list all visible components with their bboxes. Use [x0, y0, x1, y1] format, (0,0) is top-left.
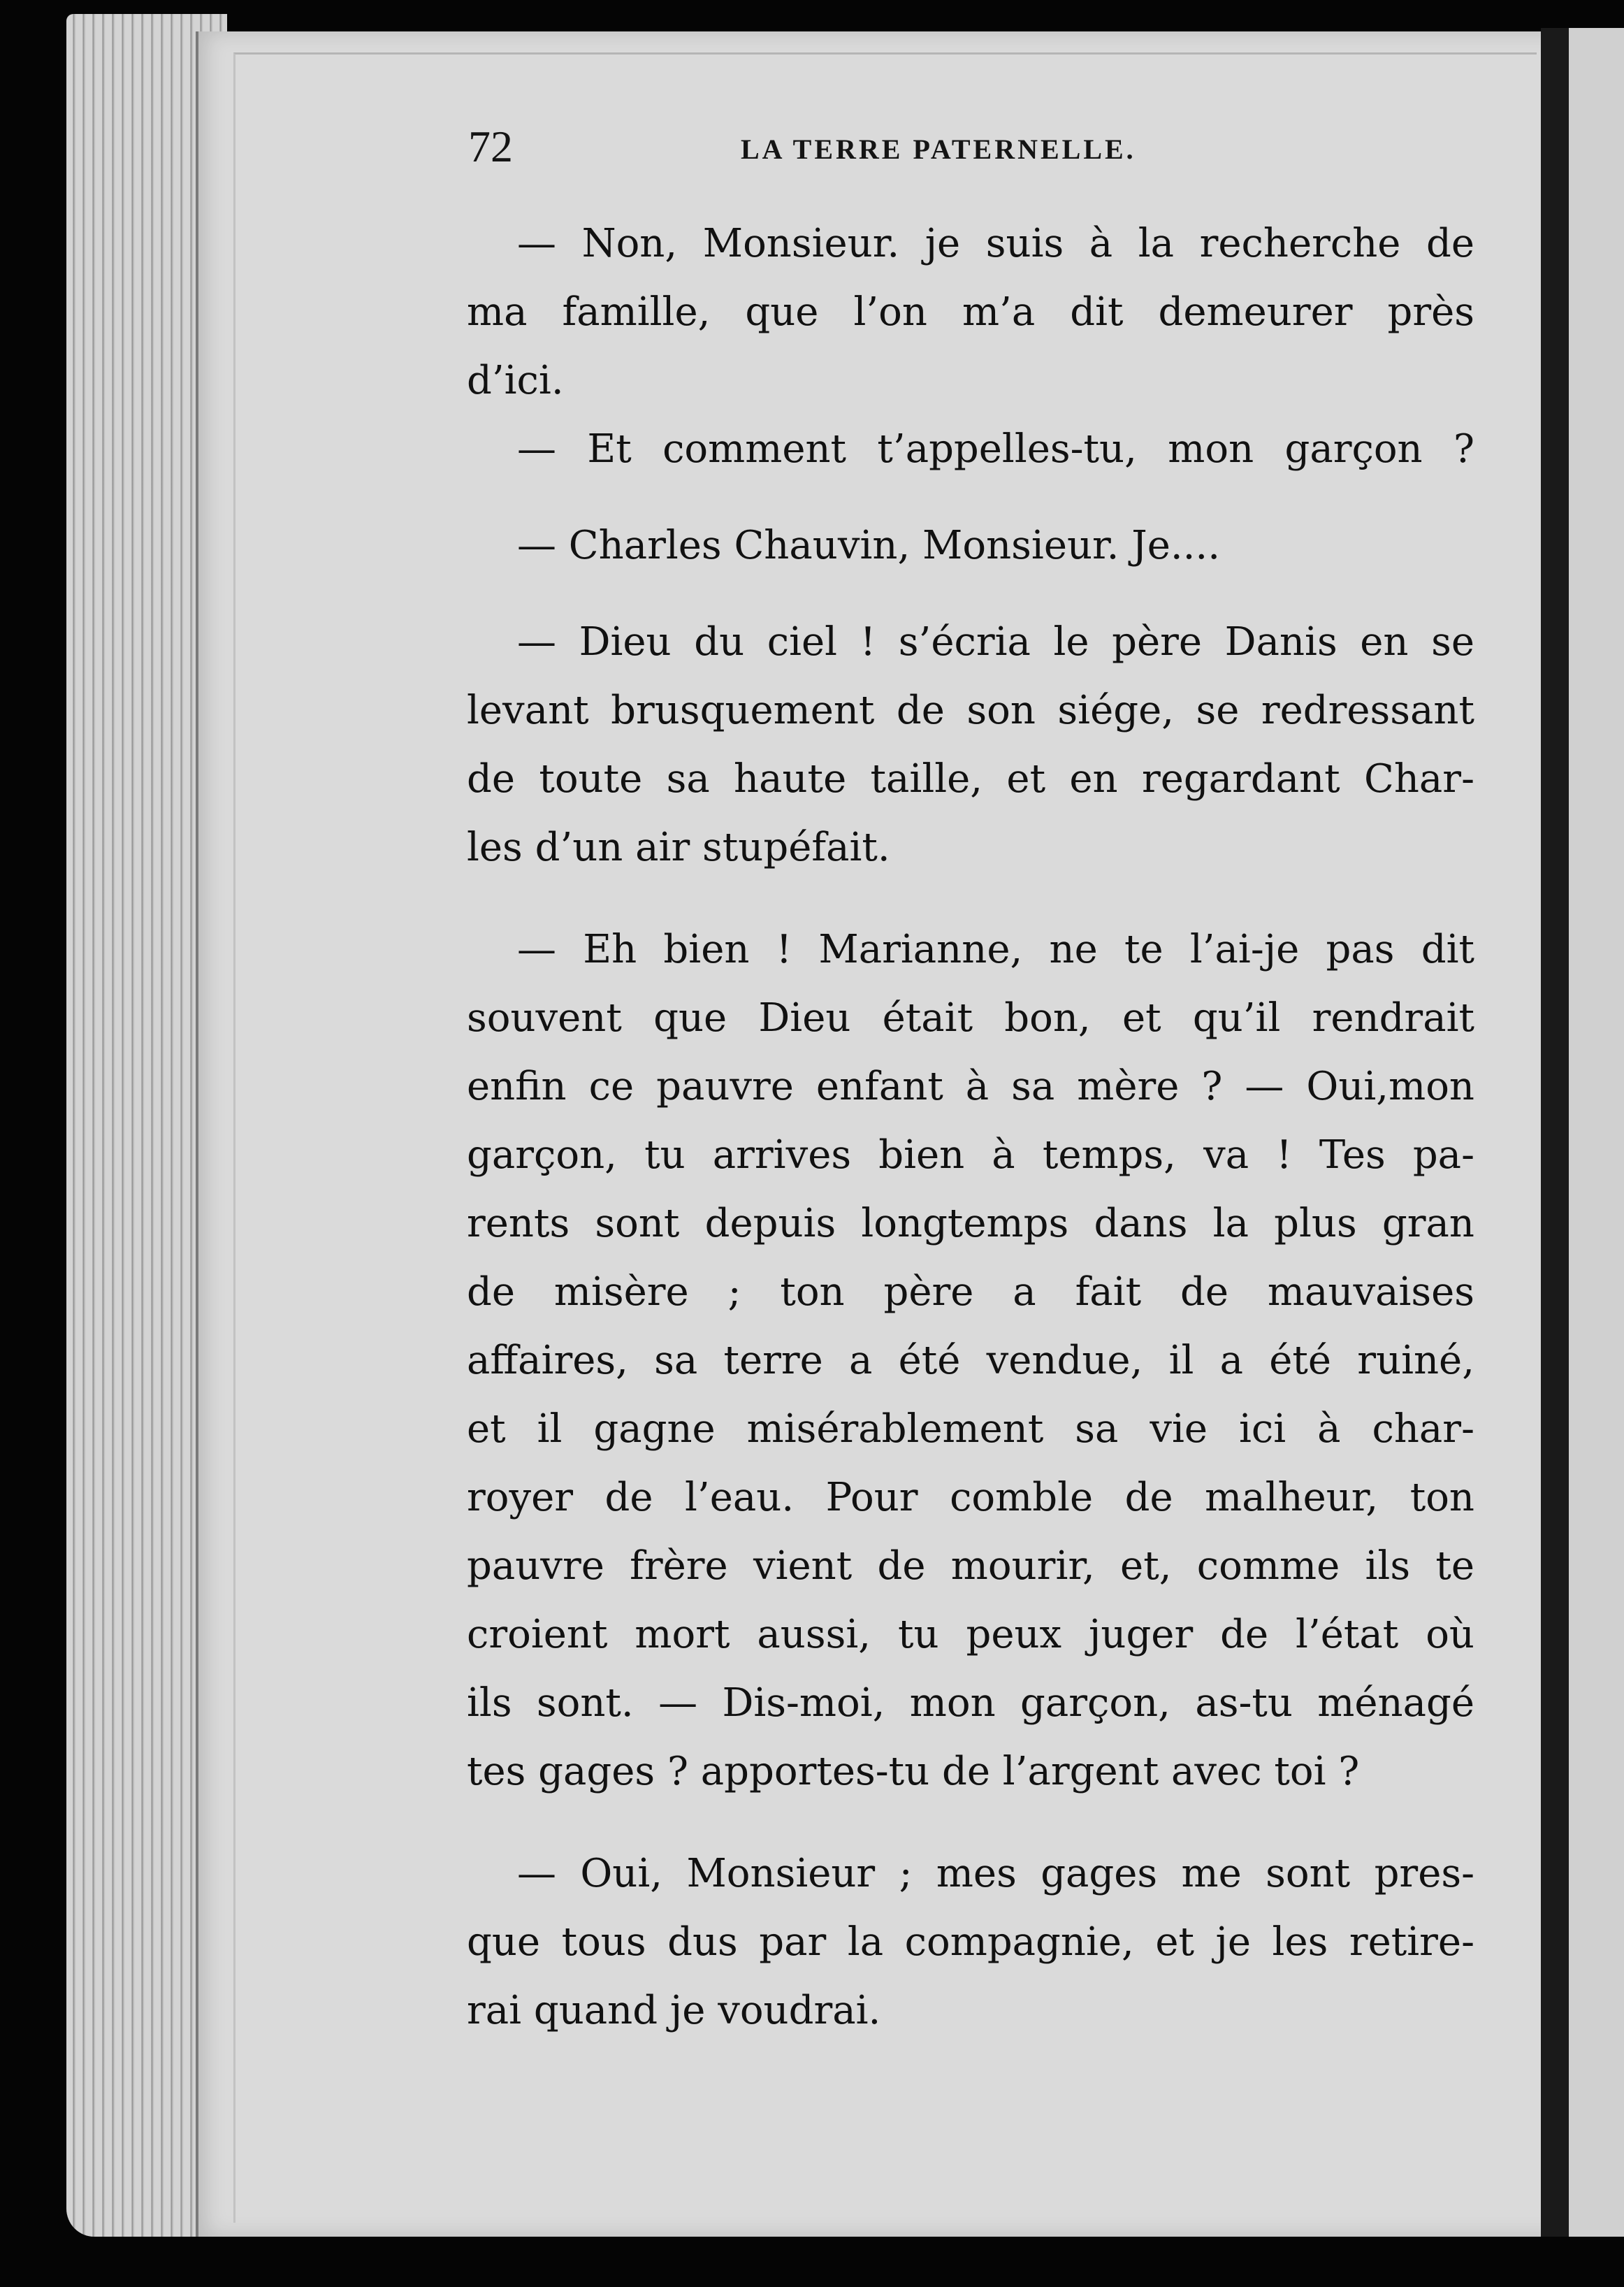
text-line: tes gages ? apportes-tu de l’argent avec toi ?: [467, 1749, 1360, 1794]
text-line: affaires, sa terre a été vendue, il a été ruiné,: [467, 1338, 1474, 1383]
running-head: [468, 119, 1474, 175]
text-line: d’ici.: [467, 358, 564, 403]
paragraph: [467, 210, 1474, 415]
paragraph: [467, 1840, 1474, 2045]
book-gutter: [1541, 28, 1569, 2237]
text-line: rai quand je voudrai.: [467, 1988, 881, 2033]
text-line: ma famille, que l’on m’a dit demeurer près: [467, 289, 1474, 335]
text-line: — Et comment t’appelles-tu, mon garçon ?: [517, 426, 1474, 472]
text-line: de toute sa haute taille, et en regardant Char-: [467, 756, 1474, 802]
text-line: — Charles Chauvin, Monsieur. Je....: [517, 523, 1221, 568]
text-line: royer de l’eau. Pour comble de malheur, ton: [467, 1475, 1474, 1520]
running-title: LA TERRE PATERNELLE.: [741, 134, 1136, 165]
text-line: — Non, Monsieur. je suis à la recherche de: [517, 221, 1474, 266]
text-line: ils sont. — Dis-moi, mon garçon, as-tu ménagé: [467, 1680, 1474, 1726]
text-line: — Eh bien ! Marianne, ne te l’ai-je pas dit: [517, 927, 1474, 972]
text-line: les d’un air stupéfait.: [467, 825, 890, 870]
text-line: souvent que Dieu était bon, et qu’il rendrait: [467, 995, 1474, 1041]
text-line: pauvre frère vient de mourir, et, comme ils te: [467, 1543, 1474, 1589]
body-text: [467, 210, 1474, 2045]
paragraph: [467, 512, 1474, 580]
page-number: 72: [468, 122, 513, 171]
paragraph: [467, 916, 1474, 1806]
text-line: garçon, tu arrives bien à temps, va ! Tes pa-: [467, 1132, 1474, 1178]
text-line: et il gagne misérablement sa vie ici à char-: [467, 1406, 1474, 1452]
text-line: enfin ce pauvre enfant à sa mère ? — Oui,mon: [467, 1064, 1474, 1109]
text-line: rents sont depuis longtemps dans la plus gran: [467, 1201, 1474, 1246]
text-line: — Dieu du ciel ! s’écria le père Danis en se: [517, 619, 1474, 665]
text-line: croient mort aussi, tu peux juger de l’état où: [467, 1612, 1474, 1657]
text-line: levant brusquement de son siége, se redressant: [467, 688, 1474, 733]
text-line: que tous dus par la compagnie, et je les retire-: [467, 1919, 1474, 1965]
text-line: — Oui, Monsieur ; mes gages me sont pres-: [517, 1851, 1474, 1896]
paragraph: [467, 415, 1474, 484]
text-line: de misère ; ton père a fait de mauvaises: [467, 1269, 1474, 1315]
paragraph: [467, 608, 1474, 882]
facing-page-edge: [1569, 28, 1624, 2237]
